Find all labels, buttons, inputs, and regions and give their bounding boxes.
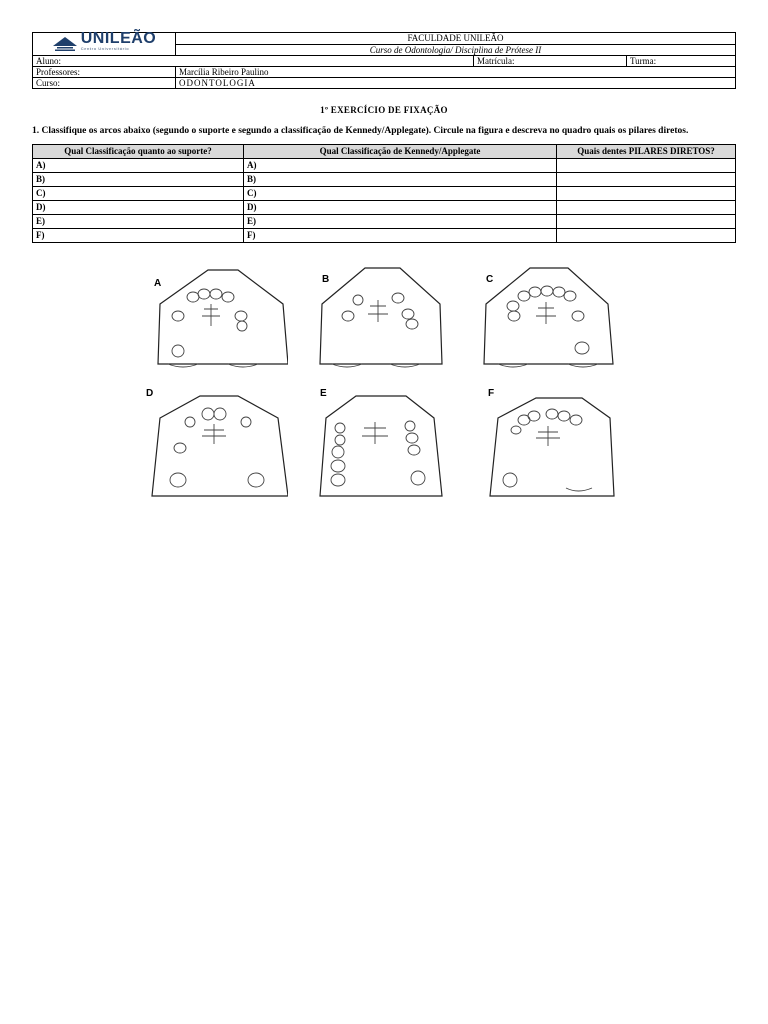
figure-label-f: F — [488, 388, 495, 399]
turma-label: Turma: — [627, 56, 736, 67]
table-row — [33, 201, 736, 215]
answer-cell[interactable]: F) — [33, 229, 244, 243]
header-table — [32, 32, 736, 89]
logo-cell — [33, 30, 176, 56]
table-row — [33, 173, 736, 187]
curso-label: Curso: — [33, 78, 176, 89]
unileao-logo — [33, 30, 175, 55]
answer-cell[interactable]: C) — [244, 187, 557, 201]
answer-cell[interactable]: A) — [33, 159, 244, 173]
matricula-label: Matrícula: — [474, 56, 627, 67]
answer-cell[interactable]: E) — [33, 215, 244, 229]
answer-cell[interactable] — [557, 173, 736, 187]
arch-f-drawing — [486, 388, 636, 500]
question-text: 1. Classifique os arcos abaixo (segundo o suporte e segundo a classificação de Kennedy/Applegate). Circule na figura e descreva no quadro quais os pilares diretos. — [32, 126, 689, 136]
arch-figure-e[interactable] — [310, 388, 460, 500]
arch-b-drawing — [310, 264, 460, 376]
col-header-kennedy: Qual Classificação de Kennedy/Applegate — [244, 145, 557, 159]
arch-figure-c[interactable] — [478, 264, 628, 376]
answer-cell[interactable]: E) — [244, 215, 557, 229]
answer-table — [32, 144, 736, 243]
answer-cell[interactable]: D) — [33, 201, 244, 215]
answer-cell[interactable]: A) — [244, 159, 557, 173]
logo-subtext: Centro Universitário — [80, 46, 130, 51]
logo-text: UNILEÃO — [80, 30, 157, 47]
col-header-pilares: Quais dentes PILARES DIRETOS? — [557, 145, 736, 159]
arch-figure-d[interactable] — [138, 388, 288, 500]
answer-cell[interactable]: B) — [244, 173, 557, 187]
aluno-label: Aluno: — [33, 56, 474, 67]
answer-cell[interactable]: C) — [33, 187, 244, 201]
professores-value: Marcília Ribeiro Paulino — [176, 67, 736, 78]
figure-label-c: C — [486, 274, 494, 285]
answer-cell[interactable]: D) — [244, 201, 557, 215]
answer-cell[interactable] — [557, 215, 736, 229]
course-line: Curso de Odontologia/ Disciplina de Prótese II — [176, 44, 736, 56]
answer-cell[interactable]: B) — [33, 173, 244, 187]
table-row — [33, 159, 736, 173]
figure-label-a: A — [154, 278, 162, 289]
dental-arch-figures — [138, 264, 638, 514]
col-header-suporte: Qual Classificação quanto ao suporte? — [33, 145, 244, 159]
table-row — [33, 187, 736, 201]
figure-label-e: E — [320, 388, 327, 399]
arch-figure-f[interactable] — [486, 388, 636, 500]
arch-c-drawing — [478, 264, 628, 376]
figure-label-d: D — [146, 388, 154, 399]
answer-cell[interactable] — [557, 159, 736, 173]
institution-name: FACULDADE UNILEÃO — [176, 33, 736, 45]
arch-e-drawing — [310, 388, 460, 500]
worksheet-page — [32, 32, 736, 243]
arch-d-drawing — [138, 388, 288, 500]
logo-icon — [52, 36, 78, 52]
figure-label-b: B — [322, 274, 330, 285]
answer-cell[interactable]: F) — [244, 229, 557, 243]
answer-cell[interactable] — [557, 201, 736, 215]
exercise-title: 1º EXERCÍCIO DE FIXAÇÃO — [320, 105, 448, 115]
professores-label: Professores: — [33, 67, 176, 78]
table-row — [33, 215, 736, 229]
table-row — [33, 229, 736, 243]
answer-cell[interactable] — [557, 187, 736, 201]
curso-value: ODONTOLOGIA — [176, 78, 736, 89]
arch-figure-a[interactable] — [138, 264, 288, 376]
arch-figure-b[interactable] — [310, 264, 460, 376]
answer-cell[interactable] — [557, 229, 736, 243]
